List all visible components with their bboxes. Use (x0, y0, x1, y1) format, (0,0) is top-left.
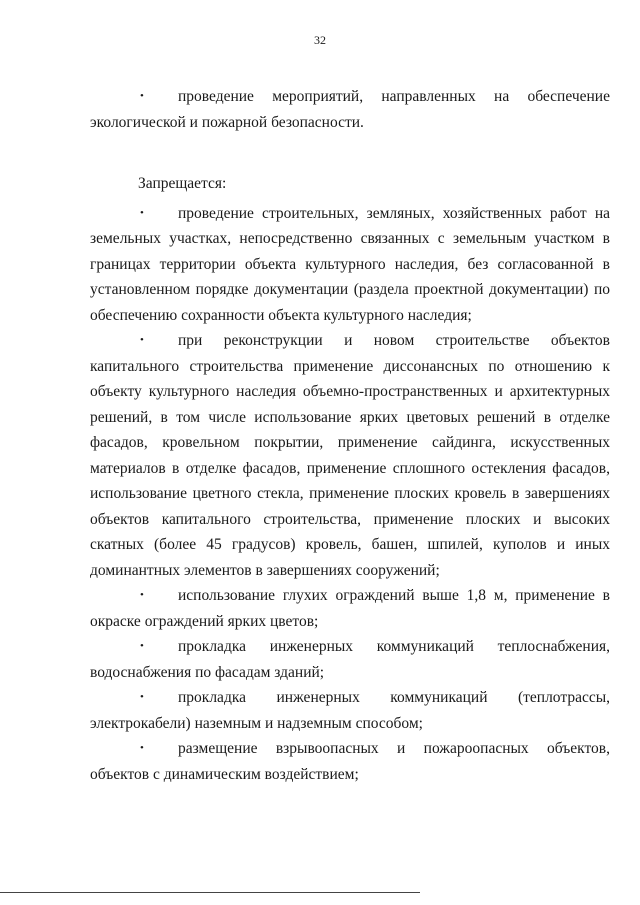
list-item (90, 736, 610, 787)
footer-rule (0, 892, 420, 893)
bullet-icon: • (140, 691, 144, 703)
list-item-text: прокладка инженерных коммуникаций теплоснабжения, водоснабжения по фасадам зданий; (90, 638, 610, 681)
list-item (90, 84, 610, 135)
list-item (90, 583, 610, 634)
list-item-text: при реконструкции и новом строительстве объектов капитального строительства применение диссонансных по отношению к объекту культурного наследия объемно-пространственных и архитектурных решений, в том числе использование ярких цветовых решений в отделке фасадов, кровельном покрытии, применение сайдинга, искусственных материалов в отделке фасадов, применение сплошного остекления фасадов, использование цветного стекла, применение плоских кровель в завершениях объектов капитального строительства, применение плоских и высоких скатных (более 45 градусов) кровель, башен, шпилей, куполов и иных доминантных элементов в завершениях сооружений; (90, 332, 610, 579)
list-item (90, 685, 610, 736)
bullet-icon: • (140, 589, 144, 601)
bullet-icon: • (140, 90, 144, 102)
list-item (90, 634, 610, 685)
list-item-text: использование глухих ограждений выше 1,8 м, применение в окраске ограждений ярких цветов; (90, 587, 610, 630)
bullet-icon: • (140, 206, 144, 219)
bullet-icon: • (140, 742, 144, 754)
list-item-text: прокладка инженерных коммуникаций (теплотрассы, электрокабели) наземным и надземным способом; (90, 689, 610, 732)
list-item-text: размещение взрывоопасных и пожароопасных объектов, объектов с динамическим воздействием; (90, 740, 610, 783)
page-number: 32 (314, 33, 326, 47)
bullet-icon: • (140, 640, 144, 652)
list-item-text: проведение мероприятий, направленных на обеспечение экологической и пожарной безопасности. (90, 88, 610, 131)
list-item (90, 328, 610, 583)
list-item (90, 201, 610, 329)
bullet-icon: • (140, 334, 144, 346)
section-heading: Запрещается: (138, 175, 227, 192)
list-item-text: проведение строительных, земляных, хозяйственных работ на земельных участках, непосредственно связанных с земельным участком в границах территории объекта культурного наследия, без согласованной в установленном порядке документации (раздела проектной документации) по обеспечению сохранности объекта культурного наследия; (90, 204, 610, 324)
document-body (90, 84, 610, 787)
